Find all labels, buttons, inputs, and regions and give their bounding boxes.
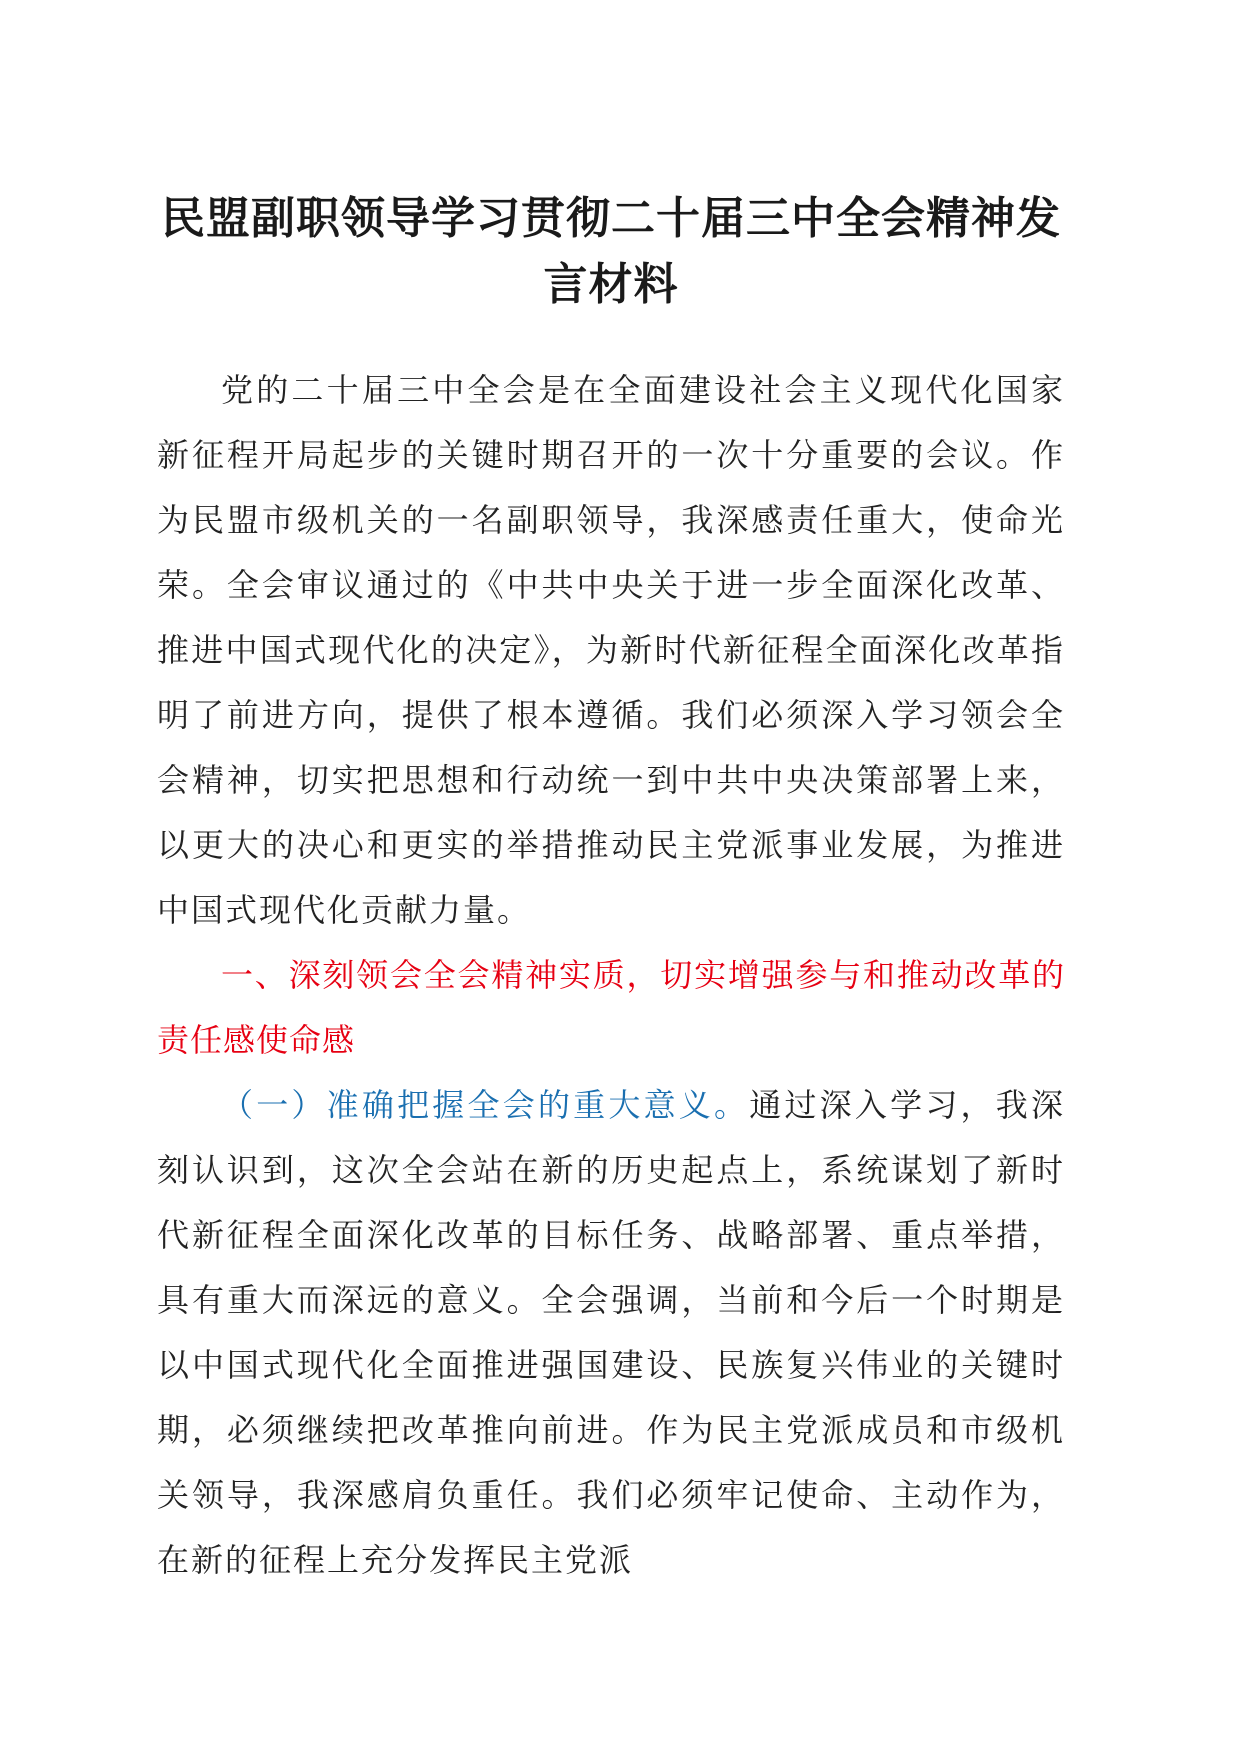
document-content <box>157 186 1065 1593</box>
section-1-heading: 一、深刻领会全会精神实质，切实增强参与和推动改革的责任感使命感 <box>157 956 1065 1059</box>
subsection-1-paragraph <box>157 1073 1065 1593</box>
subsection-1-body: 通过深入学习，我深刻认识到，这次全会站在新的历史起点上，系统谋划了新时代新征程全面深化改革的目标任务、战略部署、重点举措，具有重大而深远的意义。全会强调，当前和今后一个时期是以中国式现代化全面推进强国建设、民族复兴伟业的关键时期，必须继续把改革推向前进。作为民主党派成员和市级机关领导，我深感肩负重任。我们必须牢记使命、主动作为，在新的征程上充分发挥民主党派 <box>157 1086 1065 1579</box>
intro-paragraph: 党的二十届三中全会是在全面建设社会主义现代化国家新征程开局起步的关键时期召开的一次十分重要的会议。作为民盟市级机关的一名副职领导，我深感责任重大，使命光荣。全会审议通过的《中共中央关于进一步全面深化改革、推进中国式现代化的决定》，为新时代新征程全面深化改革指明了前进方向，提供了根本遵循。我们必须深入学习领会全会精神，切实把思想和行动统一到中共中央决策部署上来，以更大的决心和更实的举措推动民主党派事业发展，为推进中国式现代化贡献力量。 <box>157 371 1065 929</box>
document-title: 民盟副职领导学习贯彻二十届三中全会精神发言材料 <box>161 193 1061 310</box>
subsection-1-heading: （一）准确把握全会的重大意义。 <box>221 1086 750 1124</box>
